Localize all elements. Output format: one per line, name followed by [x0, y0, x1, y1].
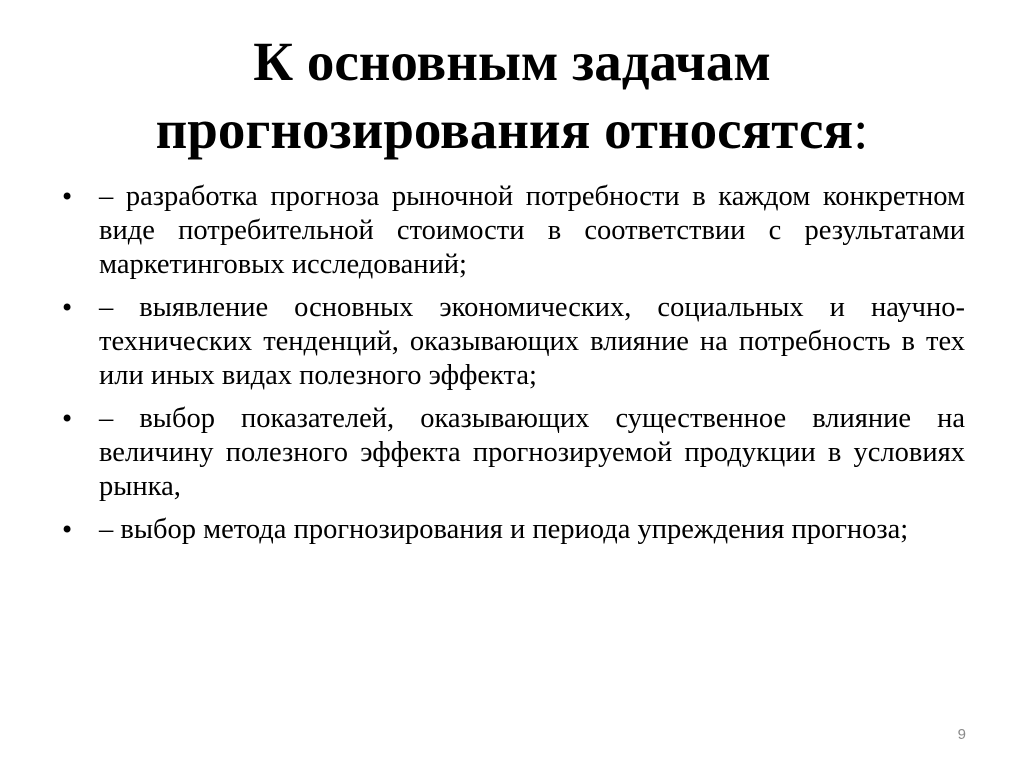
task-list-item-text: – разработка прогноза рыночной потребности в каждом конкретном виде потребительной стоимости в соответствии с результатами маркетинговых исследований; [99, 181, 965, 280]
bullet-icon: • [60, 405, 75, 433]
page-number: 9 [957, 726, 966, 743]
task-list-item-text: – выявление основных экономических, социальных и научно-технических тенденций, оказывающих влияние на потребность в тех или иных видах полезного эффекта; [99, 292, 965, 391]
bullet-icon: • [60, 183, 75, 211]
task-list-item [0, 180, 965, 282]
bullet-icon: • [60, 516, 75, 544]
task-list-item [0, 291, 965, 393]
task-list-item [0, 513, 965, 547]
task-list-item [0, 402, 965, 504]
task-list-item-text: – выбор метода прогнозирования и периода упреждения прогноза; [99, 514, 909, 545]
slide-title-text: К основным задачам прогнозирования относятся [155, 31, 854, 160]
slide-title-colon: : [853, 99, 869, 160]
task-list [0, 180, 1024, 556]
task-list-item-text: – выбор показателей, оказывающих существенное влияние на величину полезного эффекта прогнозируемой продукции в условиях рынка, [99, 403, 965, 502]
bullet-icon: • [60, 294, 75, 322]
slide-title [60, 28, 964, 164]
